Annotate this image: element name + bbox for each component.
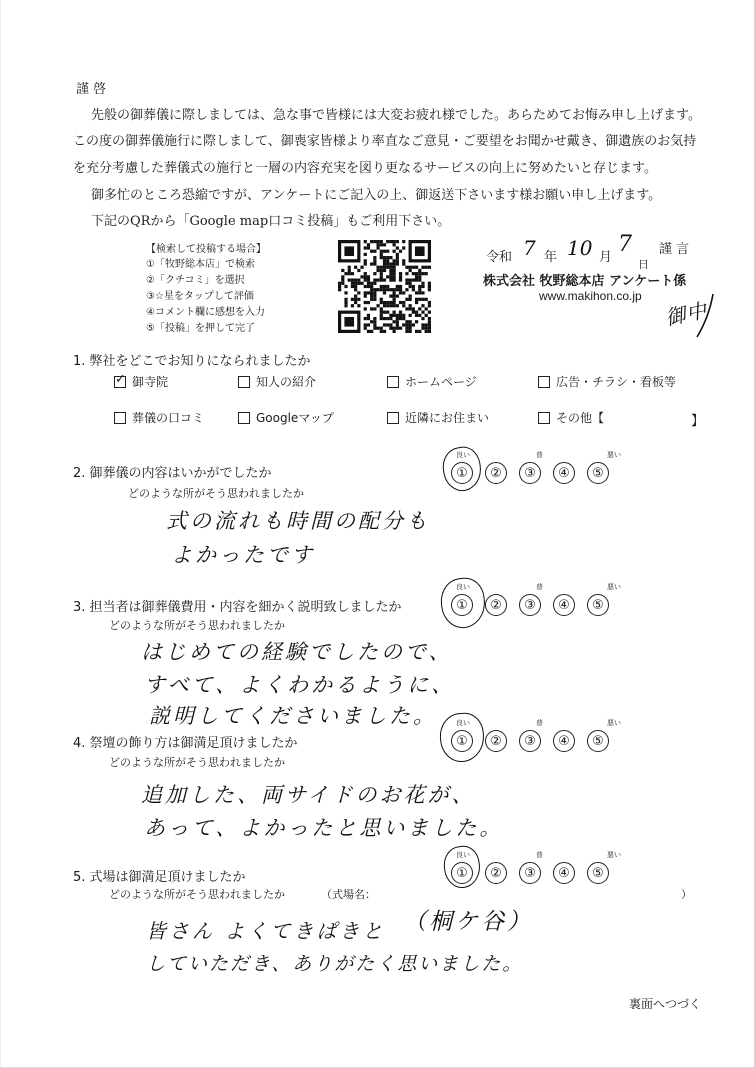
q2-why: どのような所がそう思われましたか <box>128 487 304 500</box>
intro-line-2: この度の御葬儀施行に際しまして、御喪家皆様より率直なご意見・ご要望をお聞かせ戴き、御遺族のお気持 <box>73 134 697 149</box>
rating-5[interactable]: ⑤ <box>587 462 609 484</box>
rating-3[interactable]: ③ <box>519 730 541 752</box>
q3-answer-line-1: はじめての経験でしたので、 <box>141 640 453 664</box>
q4-label-good: 良い <box>456 719 470 727</box>
q2-question: 2. 御葬儀の内容はいかがでしたか <box>73 466 272 481</box>
check-mark-icon: ✓ <box>115 371 126 387</box>
q1-option-ads[interactable] <box>538 373 676 390</box>
q2-answer-line-1: 式の流れも時間の配分も <box>166 509 430 533</box>
q3-label-normal: 普 <box>536 583 543 591</box>
q5-question: 5. 式場は御満足頂けましたか <box>73 870 246 885</box>
rating-4[interactable]: ④ <box>553 462 575 484</box>
date-month: 10 <box>567 236 593 260</box>
q1-other-close: 】 <box>691 414 705 429</box>
date-month-unit: 月 <box>599 250 613 265</box>
q5-venue-label: （式場名： <box>321 888 376 901</box>
q5-answer-line-1: 皆さん よくてきぱきと <box>146 919 386 943</box>
rating-1[interactable]: ① <box>451 462 473 484</box>
closing-word: 謹 言 <box>659 242 690 257</box>
checkbox[interactable] <box>538 376 550 388</box>
option-label: Googleマップ <box>256 411 334 425</box>
checkbox[interactable] <box>538 412 550 424</box>
rating-3[interactable]: ③ <box>519 594 541 616</box>
rating-5[interactable]: ⑤ <box>587 862 609 884</box>
q2-label-bad: 悪い <box>607 451 621 459</box>
q3-selected-circle <box>439 576 488 630</box>
q5-answer-line-2: していただき、ありがたく思いました。 <box>146 953 524 975</box>
option-label: 御寺院 <box>132 375 169 389</box>
q2-label-good: 良い <box>456 451 470 459</box>
rating-3[interactable]: ③ <box>519 462 541 484</box>
q1-option-referral[interactable] <box>238 373 316 390</box>
google-step-5: ⑤「投稿」を押して完了 <box>146 323 255 334</box>
rating-5[interactable]: ⑤ <box>587 730 609 752</box>
q5-label-good: 良い <box>456 851 470 859</box>
option-label: 知人の紹介 <box>256 375 317 389</box>
q5-label-normal: 普 <box>536 851 543 859</box>
q1-option-other[interactable] <box>538 409 604 426</box>
q5-venue-close: ） <box>681 888 692 901</box>
q3-question: 3. 担当者は御葬儀費用・内容を細かく説明致しましたか <box>73 600 402 615</box>
q4-why: どのような所がそう思われましたか <box>109 756 285 769</box>
intro-line-5: 下記のQRから「Google map口コミ投稿」もご利用下さい。 <box>91 214 451 229</box>
date-year: 7 <box>523 236 536 260</box>
q4-question: 4. 祭壇の飾り方は御満足頂けましたか <box>73 736 298 751</box>
q4-selected-circle <box>438 712 485 764</box>
checkbox[interactable] <box>114 371 126 388</box>
google-step-3: ③☆星をタップして評価 <box>146 291 254 302</box>
rating-1[interactable]: ① <box>451 730 473 752</box>
rating-1[interactable]: ① <box>451 594 473 616</box>
q1-option-word-of-mouth[interactable] <box>114 409 204 426</box>
company-name: 株式会社 牧野総本店 アンケート係 <box>483 274 687 289</box>
rating-5[interactable]: ⑤ <box>587 594 609 616</box>
date-year-unit: 年 <box>544 250 558 265</box>
rating-2[interactable]: ② <box>485 594 507 616</box>
google-step-1: ①「牧野総本店」で検索 <box>146 259 255 270</box>
q2-label-normal: 普 <box>536 451 543 459</box>
checkbox[interactable] <box>238 412 250 424</box>
handwritten-stroke <box>691 292 721 342</box>
intro-line-1: 先般の御葬儀に際しましては、急な事で皆様には大変お疲れ様でした。あらためてお悔み申し上げます。 <box>91 108 701 123</box>
company-url[interactable]: www.makihon.co.jp <box>539 289 642 303</box>
rating-2[interactable]: ② <box>485 862 507 884</box>
rating-2[interactable]: ② <box>485 462 507 484</box>
google-step-2: ②「クチコミ」を選択 <box>146 275 245 286</box>
q4-answer-line-2: あって、よかったと思いました。 <box>144 816 504 840</box>
q1-question: 1. 弊社をどこでお知りになられましたか <box>73 354 311 369</box>
rating-1[interactable]: ① <box>451 862 473 884</box>
q3-why: どのような所がそう思われましたか <box>109 619 285 632</box>
handwritten-onchu: 御中 <box>663 297 710 331</box>
continue-note: 裏面へつづく <box>629 997 702 1011</box>
q1-option-homepage[interactable] <box>387 373 477 390</box>
option-label: 近隣にお住まい <box>405 411 490 425</box>
intro-line-3: を充分考慮した葬儀式の施行と一層の内容充実を図り更なるサービスの向上に努めたいと存じます。 <box>73 161 657 176</box>
checkbox[interactable] <box>238 376 250 388</box>
rating-4[interactable]: ④ <box>553 862 575 884</box>
date-day: 7 <box>618 232 632 257</box>
rating-3[interactable]: ③ <box>519 862 541 884</box>
option-label: ホームページ <box>405 375 477 389</box>
greeting: 謹 啓 <box>76 82 107 97</box>
q4-label-normal: 普 <box>536 719 543 727</box>
q1-option-temple[interactable] <box>114 373 168 390</box>
q3-label-bad: 悪い <box>607 583 621 591</box>
google-steps-title: 【検索して投稿する場合】 <box>146 244 266 255</box>
q1-option-neighborhood[interactable] <box>387 409 489 426</box>
rating-4[interactable]: ④ <box>553 730 575 752</box>
rating-4[interactable]: ④ <box>553 594 575 616</box>
intro-line-4: 御多忙のところ恐縮ですが、アンケートにご記入の上、御返送下さいます様お願い申し上げます。 <box>91 188 662 203</box>
q4-label-bad: 悪い <box>607 719 621 727</box>
date-day-unit: 日 <box>638 258 649 271</box>
checkbox[interactable] <box>387 376 399 388</box>
q5-label-bad: 悪い <box>607 851 621 859</box>
checkbox[interactable] <box>387 412 399 424</box>
q4-answer-line-1: 追加した、両サイドのお花が、 <box>141 783 476 807</box>
option-label: 広告・チラシ・看板等 <box>556 375 677 389</box>
google-step-4: ④コメント欄に感想を入力 <box>146 307 265 318</box>
option-label: 葬儀の口コミ <box>132 411 205 425</box>
date-era: 令和 <box>486 250 513 265</box>
q2-answer-line-2: よかったです <box>171 543 315 567</box>
q5-venue-handwritten: （桐ケ谷） <box>403 909 533 935</box>
q1-option-google-maps[interactable] <box>238 409 334 426</box>
q5-why: どのような所がそう思われましたか <box>109 888 285 901</box>
option-label: その他【 <box>556 411 605 425</box>
q2-selected-circle <box>439 444 484 494</box>
checkbox[interactable] <box>114 412 126 424</box>
rating-2[interactable]: ② <box>485 730 507 752</box>
qr-code-icon[interactable] <box>338 240 431 333</box>
q3-label-good: 良い <box>456 583 470 591</box>
q3-answer-line-2: すべて、よくわかるように、 <box>144 673 456 697</box>
q3-answer-line-3: 説明してくださいました。 <box>149 704 437 728</box>
